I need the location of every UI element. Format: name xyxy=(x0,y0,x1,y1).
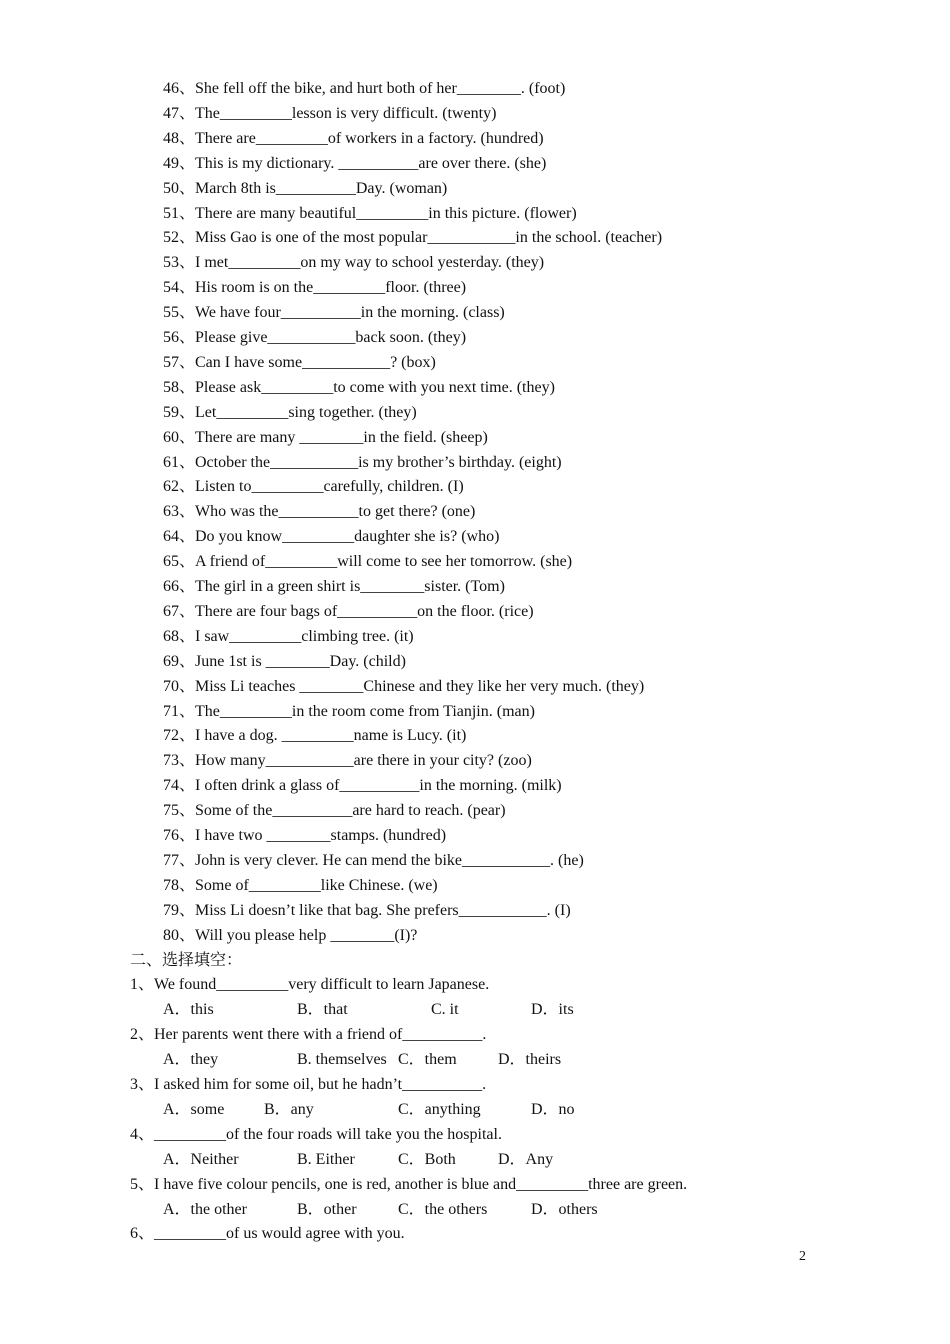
answer-option: B. Either xyxy=(297,1150,355,1168)
fill-in-item: 53、I met_________on my way to school yesterday. (they) xyxy=(163,254,545,272)
fill-in-item: 57、Can I have some___________? (box) xyxy=(163,353,436,371)
question-text: 2、Her parents went there with a friend of__________. xyxy=(130,1026,487,1044)
answer-option: D．Any xyxy=(498,1150,554,1168)
fill-in-item: 73、How many___________are there in your city? (zoo) xyxy=(163,752,532,770)
answer-option: C．the others xyxy=(398,1200,488,1218)
fill-in-item: 56、Please give___________back soon. (they) xyxy=(163,329,467,346)
fill-in-item: 80、Will you please help ________(I)? xyxy=(163,926,418,944)
fill-in-item: 58、Please ask_________to come with you next time. (they) xyxy=(163,378,555,396)
fill-in-item: 67、There are four bags of__________on the floor. (rice) xyxy=(163,602,534,620)
fill-in-item: 62、Listen to_________carefully, children. (I) xyxy=(163,478,464,496)
fill-in-item: 79、Miss Li doesn’t like that bag. She prefers___________. (I) xyxy=(163,901,571,919)
answer-option: D．its xyxy=(531,1001,574,1019)
fill-in-item: 64、Do you know_________daughter she is? (who) xyxy=(163,528,500,546)
fill-in-item: 54、His room is on the_________floor. (three) xyxy=(163,279,467,297)
answer-option: A．some xyxy=(163,1100,225,1118)
page-number: 2 xyxy=(799,1249,806,1264)
answer-option: C. it xyxy=(431,1001,459,1019)
fill-in-item: 78、Some of_________like Chinese. (we) xyxy=(163,876,438,894)
answer-option: B．other xyxy=(297,1200,357,1218)
answer-option: D．theirs xyxy=(498,1051,562,1069)
question-text: 6、_________of us would agree with you. xyxy=(130,1225,405,1243)
fill-in-item: 76、I have two ________stamps. (hundred) xyxy=(163,827,447,844)
answer-option: B．any xyxy=(264,1100,314,1118)
fill-in-item: 59、Let_________sing together. (they) xyxy=(163,403,417,421)
answer-option: C．them xyxy=(398,1051,457,1069)
fill-in-item: 55、We have four__________in the morning. (class) xyxy=(163,304,505,322)
fill-in-item: 74、I often drink a glass of__________in the morning. (milk) xyxy=(163,777,562,795)
question-text: 3、I asked him for some oil, but he hadn’t__________. xyxy=(130,1076,487,1093)
answer-option: C．anything xyxy=(398,1100,481,1118)
question-text: 5、I have five colour pencils, one is red, another is blue and_________three are green. xyxy=(130,1175,688,1193)
answer-option: D．others xyxy=(531,1200,598,1218)
answer-option: A．they xyxy=(163,1051,219,1069)
answer-option: A．Neither xyxy=(163,1150,239,1168)
fill-in-item: 60、There are many ________in the field. (sheep) xyxy=(163,428,488,446)
question-text: 4、_________of the four roads will take you the hospital. xyxy=(130,1125,502,1143)
fill-in-item: 70、Miss Li teaches ________Chinese and they like her very much. (they) xyxy=(163,677,645,695)
fill-in-item: 52、Miss Gao is one of the most popular___________in the school. (teacher) xyxy=(163,229,663,247)
fill-in-item: 75、Some of the__________are hard to reach. (pear) xyxy=(163,802,506,820)
fill-in-item: 69、June 1st is ________Day. (child) xyxy=(163,652,406,670)
fill-in-item: 72、I have a dog. _________name is Lucy. (it) xyxy=(163,727,467,745)
fill-in-item: 61、October the___________is my brother’s birthday. (eight) xyxy=(163,453,562,471)
fill-in-item: 77、John is very clever. He can mend the bike___________. (he) xyxy=(163,851,584,869)
fill-in-item: 63、Who was the__________to get there? (one) xyxy=(163,503,476,521)
answer-option: C．Both xyxy=(398,1150,456,1168)
fill-in-item: 50、March 8th is__________Day. (woman) xyxy=(163,179,448,197)
fill-in-item: 48、There are_________of workers in a factory. (hundred) xyxy=(163,129,544,147)
fill-in-item: 47、The_________lesson is very difficult. (twenty) xyxy=(163,104,497,122)
section-title: 二、选择填空： xyxy=(130,951,243,969)
answer-option: B．that xyxy=(297,1001,348,1019)
answer-option: A．this xyxy=(163,1001,214,1019)
fill-in-item: 51、There are many beautiful_________in this picture. (flower) xyxy=(163,204,577,222)
fill-in-item: 65、A friend of_________will come to see her tomorrow. (she) xyxy=(163,553,573,571)
fill-in-item: 49、This is my dictionary. __________are over there. (she) xyxy=(163,154,547,172)
fill-in-item: 68、I saw_________climbing tree. (it) xyxy=(163,627,414,645)
answer-option: A．the other xyxy=(163,1200,247,1218)
question-text: 1、We found_________very difficult to learn Japanese. xyxy=(130,976,490,994)
answer-option: B. themselves xyxy=(297,1051,387,1069)
fill-in-item: 46、She fell off the bike, and hurt both of her________. (foot) xyxy=(163,80,566,97)
fill-in-item: 66、The girl in a green shirt is________sister. (Tom) xyxy=(163,578,505,595)
fill-in-item: 71、The_________in the room come from Tianjin. (man) xyxy=(163,702,535,720)
answer-option: D．no xyxy=(531,1100,575,1118)
